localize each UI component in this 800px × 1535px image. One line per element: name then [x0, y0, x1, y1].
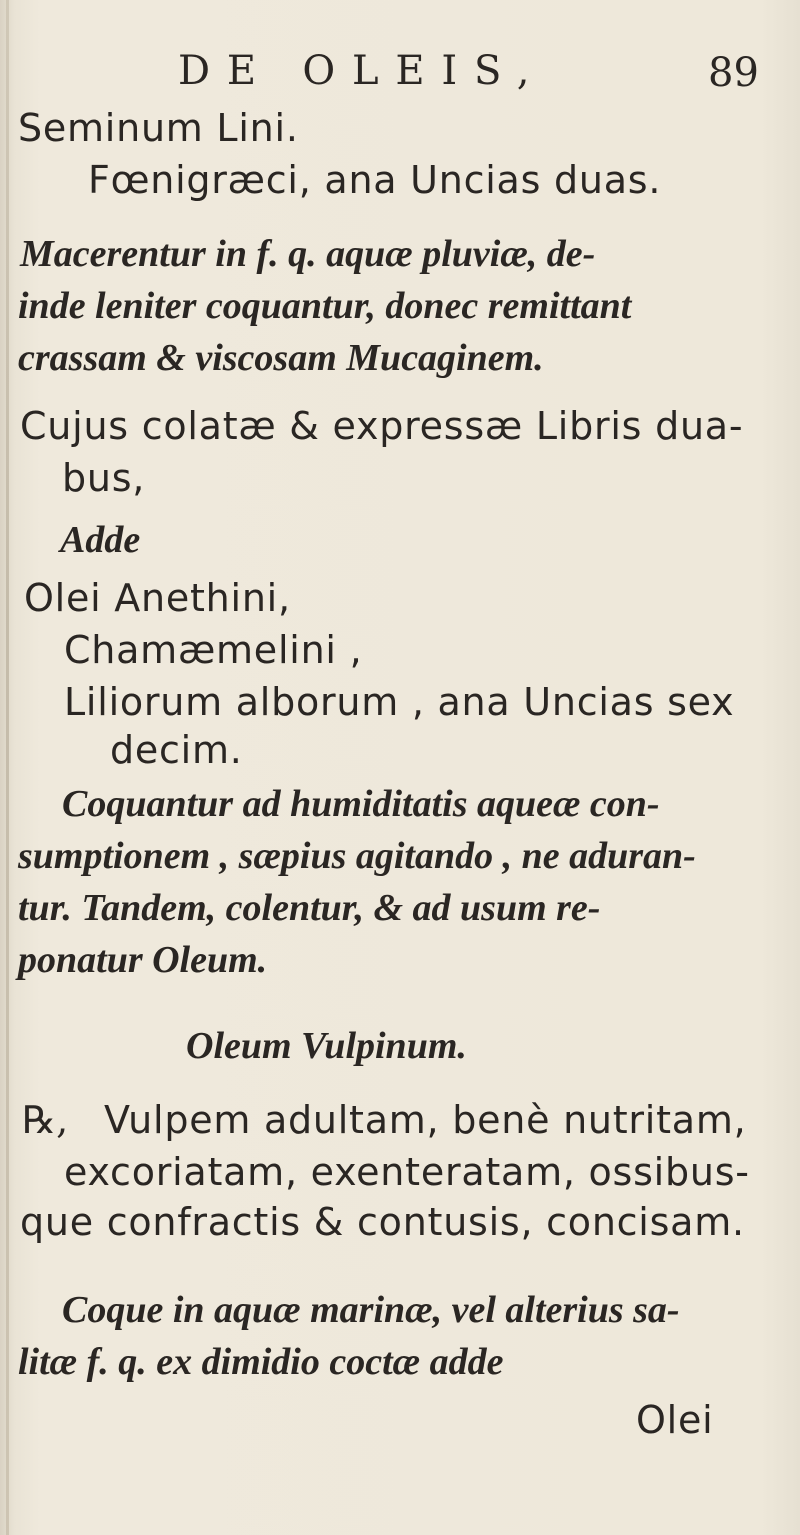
italic-line: litæ f. q. ex dimidio coctæ adde [18, 1341, 504, 1383]
italic-line: Coquantur ad humiditatis aqueæ con- [62, 783, 660, 825]
text-line: Vulpem adultam, benè nutritam, [104, 1098, 747, 1142]
italic-line: crassam & viscosam Mucaginem. [18, 337, 544, 379]
text-line: Fœnigræci, ana Uncias duas. [88, 158, 662, 202]
italic-line: ponatur Oleum. [18, 939, 268, 981]
text-line: Olei Anethini, [24, 576, 291, 620]
italic-line: Coque in aquæ marinæ, vel alterius sa- [62, 1289, 680, 1331]
catchword: Olei [636, 1398, 714, 1442]
text-line: decim. [110, 728, 243, 772]
page-gutter [6, 0, 9, 1535]
text-line: excoriatam, exenteratam, ossibus- [64, 1150, 750, 1194]
italic-line: sumptionem , sæpius agitando , ne aduran- [18, 835, 696, 877]
page-number: 89 [708, 50, 759, 96]
italic-line: tur. Tandem, colentur, & ad usum re- [18, 887, 601, 929]
text-line: que confractis & contusis, concisam. [20, 1200, 745, 1244]
section-heading: Oleum Vulpinum. [186, 1025, 467, 1067]
text-line: bus, [62, 456, 146, 500]
recipe-symbol: ℞, [22, 1098, 69, 1142]
text-line: Chamæmelini , [64, 628, 363, 672]
text-line: Liliorum alborum , ana Uncias sex [64, 680, 735, 724]
italic-line: inde leniter coquantur, donec remittant [18, 285, 632, 327]
text-line: Cujus colatæ & expressæ Libris dua- [20, 404, 744, 448]
italic-line: Adde [60, 519, 141, 561]
text-line: Seminum Lini. [18, 106, 299, 150]
italic-line: Macerentur in f. q. aquæ pluviæ, de- [20, 233, 596, 275]
running-title: DE OLEIS, [178, 48, 547, 94]
